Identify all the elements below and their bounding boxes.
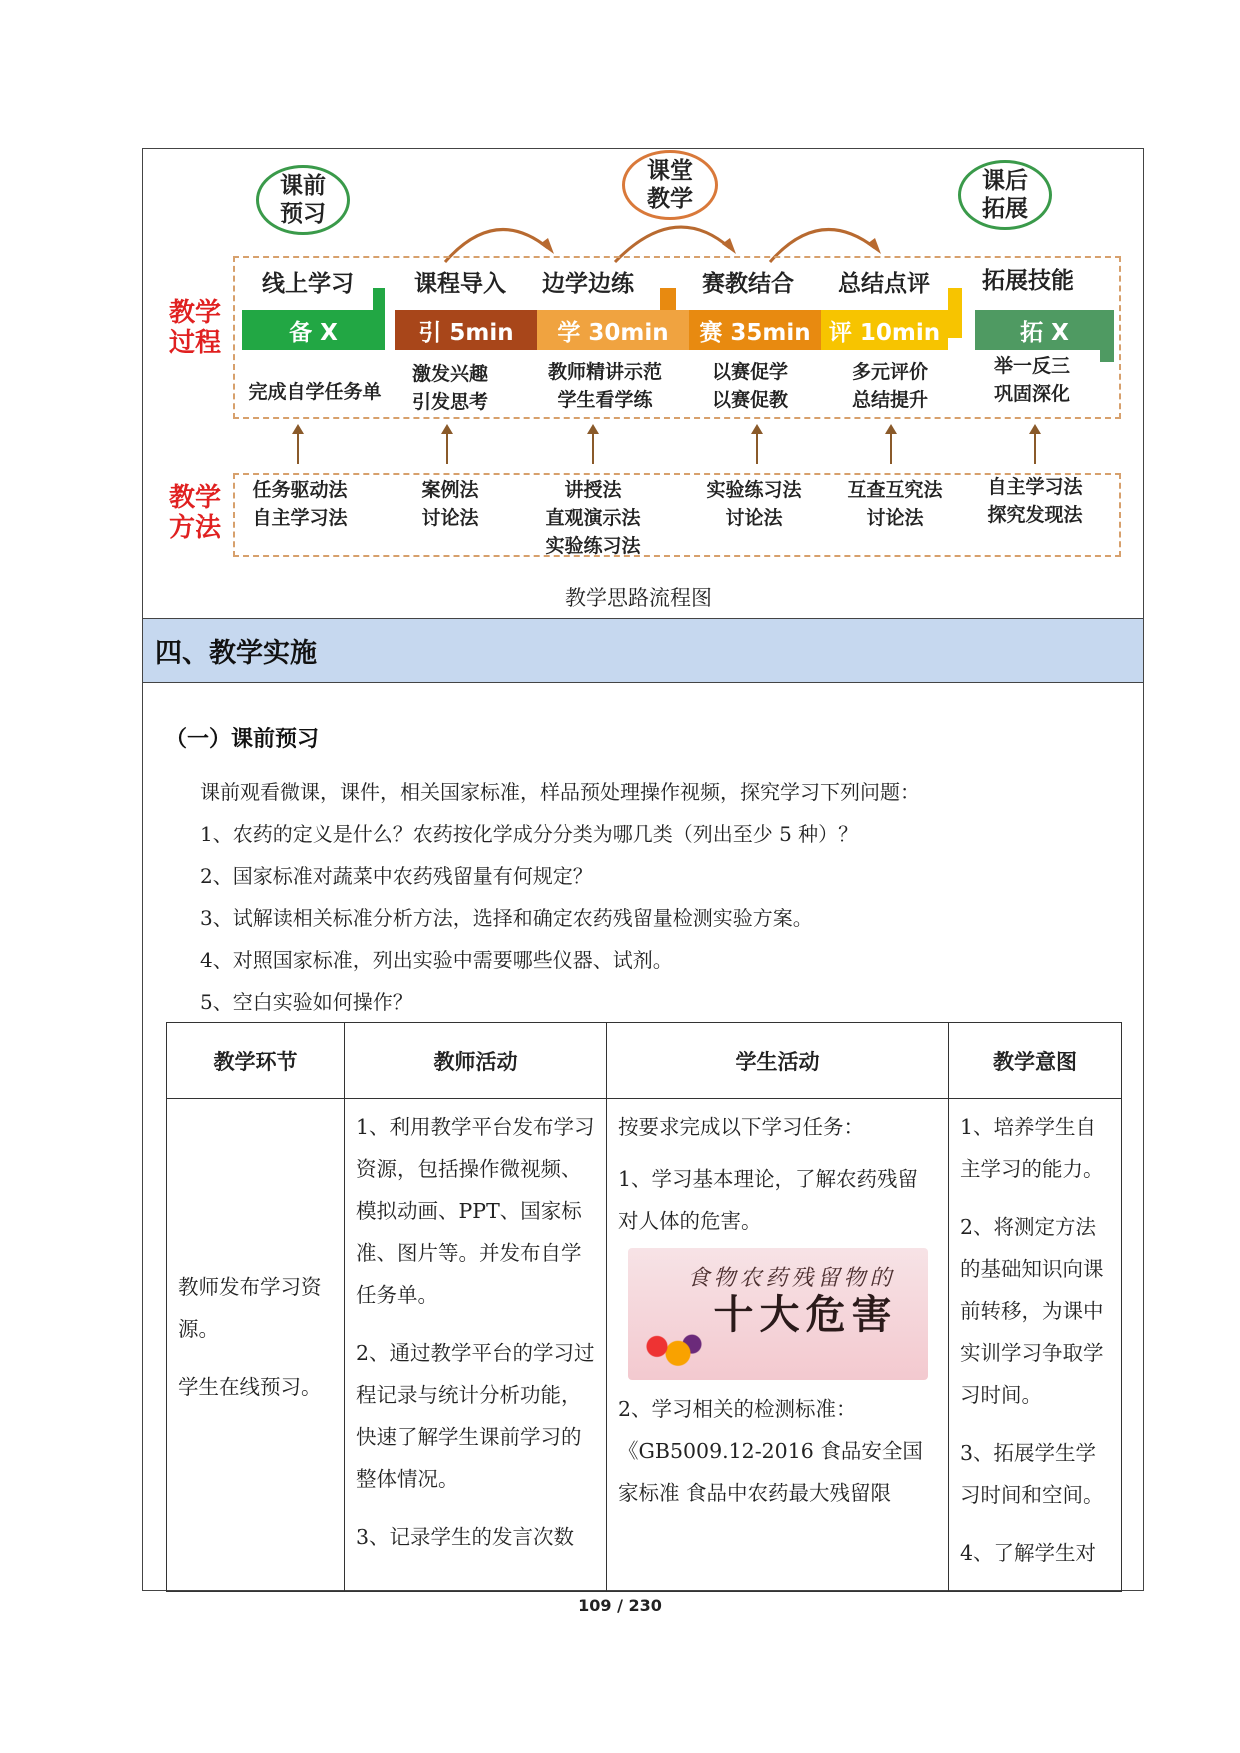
method-label: 任务驱动法 自主学习法 <box>252 479 348 529</box>
column-header: 教师活动 <box>345 1023 607 1099</box>
bar-label: 赛 35min <box>699 319 811 346</box>
column-header: 学生活动 <box>607 1023 949 1099</box>
phase-label: 线上学习 <box>262 271 354 297</box>
outcome-label: 举一反三 巩固深化 <box>993 355 1070 405</box>
intent-item: 1、培养学生自主学习的能力。 <box>960 1115 1104 1181</box>
column-header: 教学环节 <box>167 1023 345 1099</box>
bar-tab <box>948 288 962 338</box>
question-item: 2、国家标准对蔬菜中农药残留量有何规定？ <box>200 864 593 888</box>
circle-pre-label: 课前 预习 <box>280 173 326 227</box>
bar-expand <box>975 310 1114 350</box>
intent-item: 2、将测定方法的基础知识向课前转移，为课中实训学习争取学习时间。 <box>960 1215 1104 1407</box>
intent-item: 3、拓展学生学习时间和空间。 <box>960 1441 1104 1507</box>
outcome-label: 完成自学任务单 <box>248 381 382 403</box>
outcome-label: 激发兴趣 引发思考 <box>411 363 488 413</box>
question-item: 3、试解读相关标准分析方法，选择和确定农药残留量检测实验方案。 <box>200 906 813 930</box>
teacher-activity: 3、记录学生的发言次数 <box>356 1525 575 1549</box>
outcome-label: 多元评价 总结提升 <box>851 361 928 411</box>
column-header: 教学意图 <box>949 1023 1122 1099</box>
diagram-caption: 教学思路流程图 <box>565 586 712 610</box>
method-label: 讲授法 直观演示法 实验练习法 <box>545 479 641 557</box>
teacher-cell <box>345 1099 607 1592</box>
teacher-activity: 1、利用教学平台发布学习资源，包括操作微视频、模拟动画、PPT、国家标准、图片等。并发布自学任务单。 <box>356 1115 595 1307</box>
stage-text: 教师发布学习资源。 <box>178 1275 322 1341</box>
subheading: （一）课前预习 <box>165 727 320 752</box>
bar-compete <box>689 310 821 350</box>
up-arrow <box>446 432 448 464</box>
circle-post-class <box>958 160 1052 230</box>
question-item: 5、空白实验如何操作？ <box>200 990 413 1014</box>
up-arrow <box>297 432 299 464</box>
side-label-process: 教学 过程 <box>168 298 221 358</box>
intent-item: 4、了解学生对 <box>960 1541 1097 1565</box>
teacher-activity: 2、通过教学平台的学习过程记录与统计分析功能，快速了解学生课前学习的整体情况。 <box>356 1341 595 1491</box>
circle-class-label: 课堂 教学 <box>647 158 693 212</box>
bar-label: 评 10min <box>828 319 941 346</box>
student-activity: 按要求完成以下学习任务： <box>618 1115 864 1139</box>
pesticide-harm-image <box>628 1248 928 1380</box>
circle-post-label: 课后 拓展 <box>982 168 1028 222</box>
fruit-basket-icon <box>636 1328 706 1374</box>
bar-evaluate <box>821 310 948 350</box>
phase-label: 课程导入 <box>414 271 506 297</box>
method-label: 案例法 讨论法 <box>421 479 479 529</box>
phase-label: 拓展技能 <box>982 268 1074 294</box>
bar-label: 拓 X <box>1020 319 1069 346</box>
up-arrow <box>592 432 594 464</box>
table-header-row <box>167 1023 1122 1099</box>
circle-pre-class <box>256 165 350 235</box>
method-label: 自主学习法 探究发现法 <box>987 476 1083 526</box>
phase-label: 边学边练 <box>542 271 634 297</box>
stage-text: 学生在线预习。 <box>178 1375 322 1399</box>
image-caption-line: 食物农药残留物的 <box>687 1266 896 1291</box>
bar-label: 备 X <box>289 319 338 346</box>
up-arrow <box>756 432 758 464</box>
up-arrow <box>890 432 892 464</box>
bar-prepare <box>242 310 385 350</box>
method-label: 互查互究法 讨论法 <box>847 479 943 529</box>
bar-label: 引 5min <box>418 319 514 346</box>
bar-introduce <box>395 310 537 350</box>
bar-tab <box>660 288 676 312</box>
intro-paragraph: 课前观看微课，课件，相关国家标准，样品预处理操作视频，探究学习下列问题： <box>200 780 920 804</box>
stage-cell <box>167 1099 345 1592</box>
image-title-line: 十大危害 <box>713 1291 898 1338</box>
activity-table <box>166 1022 1122 1592</box>
bar-learn <box>537 310 689 350</box>
phase-label: 赛教结合 <box>702 271 794 297</box>
phase-label: 总结点评 <box>838 271 930 297</box>
side-label-method: 教学 方法 <box>168 483 221 543</box>
question-item: 4、对照国家标准，列出实验中需要哪些仪器、试剂。 <box>200 948 673 972</box>
method-label: 实验练习法 讨论法 <box>706 479 802 529</box>
student-cell <box>607 1099 949 1592</box>
bar-label: 学 30min <box>557 319 669 346</box>
up-arrow <box>1034 432 1036 464</box>
outcome-label: 教师精讲示范 学生看学练 <box>547 361 662 411</box>
student-activity: 2、学习相关的检测标准：《GB5009.12-2016 食品安全国家标准 食品中农药最大残留限 <box>618 1397 923 1505</box>
section-title: 四、教学实施 <box>155 638 317 669</box>
section-header <box>143 618 1143 683</box>
table-row <box>167 1099 1122 1592</box>
intent-cell <box>949 1099 1122 1592</box>
outcome-label: 以赛促学 以赛促教 <box>711 361 788 411</box>
question-item: 1、农药的定义是什么？农药按化学成分分类为哪几类（列出至少 5 种）？ <box>200 822 859 846</box>
page-number: 109 / 230 <box>578 1596 662 1615</box>
student-activity: 1、学习基本理论，了解农药残留对人体的危害。 <box>618 1167 919 1233</box>
